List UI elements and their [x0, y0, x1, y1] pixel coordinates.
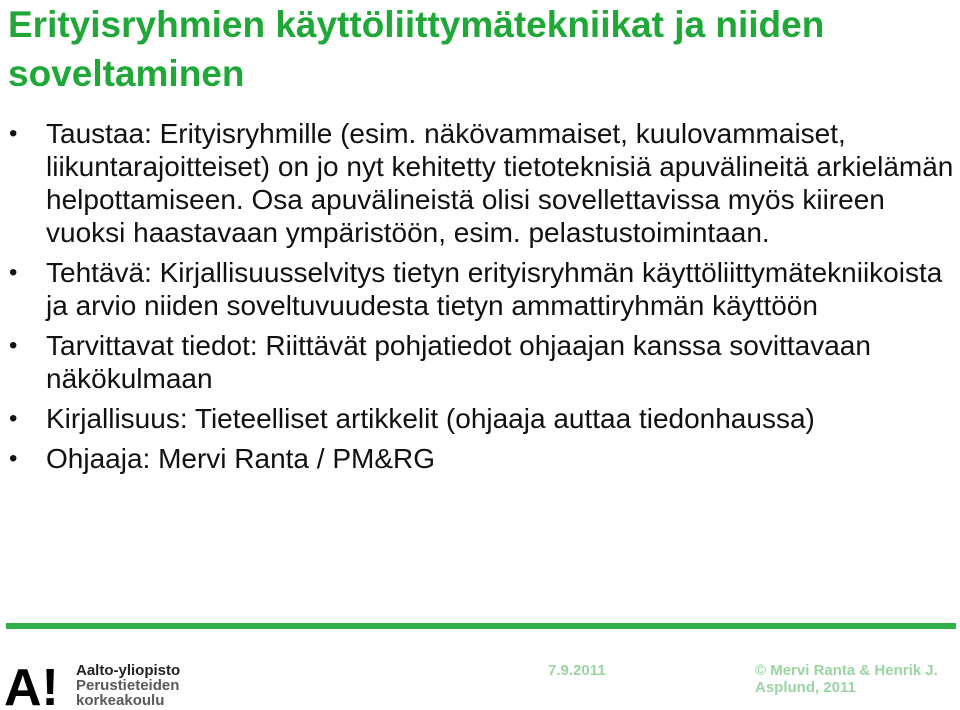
bullet-item-background: [0, 117, 960, 249]
bullet-text: Tarvittavat tiedot: Riittävät pohjatiedot ohjaajan kanssa sovittavaan näkökulmaan: [46, 330, 871, 394]
bullet-text: Taustaa: Erityisryhmille (esim. näkövammaiset, kuulovammaiset, liikuntarajoitteiset) on jo nyt kehitetty tietoteknisiä apuvälineitä arkielämän helpottamiseen. Osa apuvälineistä olisi sovellettavissa myös kiireen vuoksi haastavaan ympäristöön, esim. pelastustoimintaan.: [46, 118, 954, 248]
logo-line-school: Perustieteiden: [76, 677, 180, 694]
logo-line-school-2: korkeakoulu: [76, 692, 165, 709]
aalto-logo-icon: [4, 660, 64, 708]
bullet-item-supervisor: [0, 442, 960, 475]
bullet-icon: •: [9, 405, 18, 432]
bullet-icon: •: [9, 259, 18, 286]
bullet-icon: •: [9, 332, 18, 359]
logo-mark-text: A!: [4, 660, 59, 708]
slide-title: Erityisryhmien käyttöliittymätekniikat ja niiden soveltaminen: [8, 4, 825, 94]
bullet-text: Tehtävä: Kirjallisuusselvitys tietyn erityisryhmän käyttöliittymätekniikoista ja arvio niiden soveltuvuudesta tietyn ammattiryhmän käyttöön: [46, 257, 943, 321]
logo-line-university: Aalto-yliopisto: [76, 662, 181, 679]
bullet-list: [0, 117, 960, 482]
aalto-logo: [4, 660, 204, 708]
bullet-icon: •: [9, 445, 18, 472]
footer-copyright: © Mervi Ranta & Henrik J. Asplund, 2011: [755, 662, 938, 696]
bullet-item-literature: [0, 402, 960, 435]
bullet-text: Kirjallisuus: Tieteelliset artikkelit (ohjaaja auttaa tiedonhaussa): [46, 403, 815, 434]
bullet-item-task: [0, 256, 960, 322]
footer-divider: [6, 623, 956, 629]
bullet-text: Ohjaaja: Mervi Ranta / PM&RG: [46, 443, 436, 474]
logo-text: [76, 663, 180, 708]
footer-date: 7.9.2011: [548, 662, 606, 679]
bullet-icon: •: [9, 120, 18, 147]
bullet-item-requirements: [0, 329, 960, 395]
